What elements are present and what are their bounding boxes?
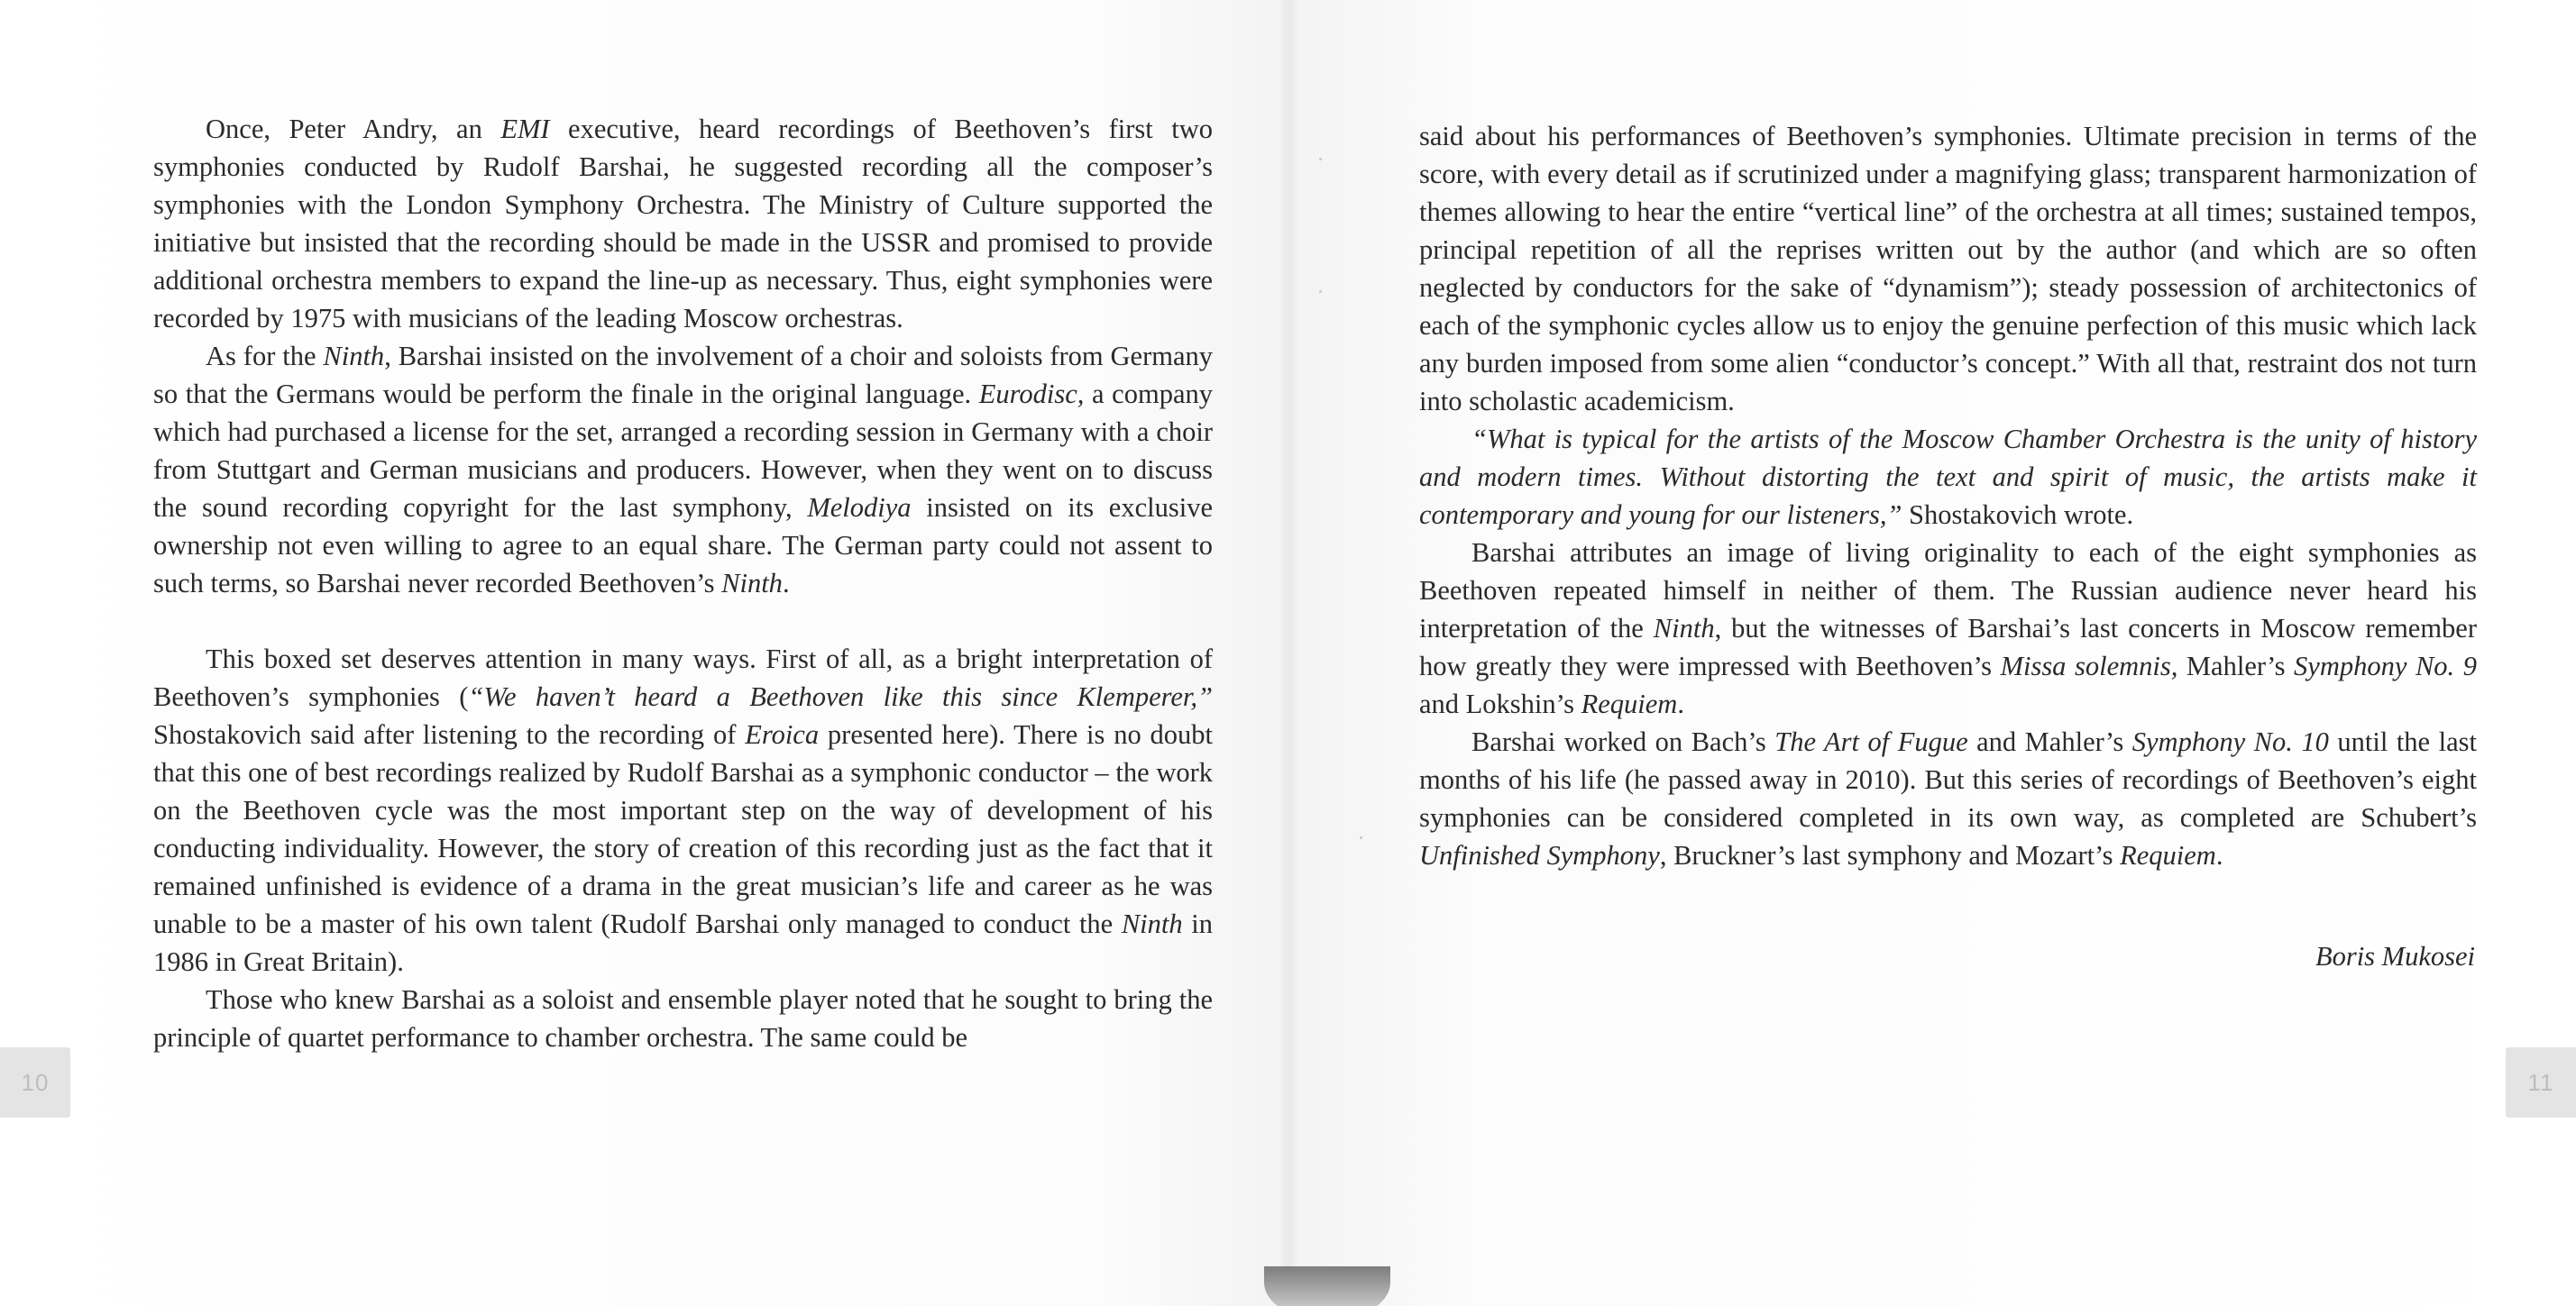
italic-run: Eroica — [745, 719, 820, 750]
right-paragraph: said about his performances of Beethoven’s symphonies. Ultimate precision in terms of the score, with every detail as if scrutinized under a magnifying glass; transparent harmonization of themes allowing to hear the entire “vertical line” of the orchestra at all times; sustained tempos, principal repetition of all the reprises written out by the author (and which are so often neglected by conductors for the sake of “dynamism”); steady possession of architectonics of each of the symphonic cycles allow us to enjoy the genuine perfection of this music which lack any burden imposed from some alien “conductor’s concept.” With all that, restraint dos not turn into scholastic academicism. — [1419, 121, 2477, 416]
italic-run: Requiem — [2120, 840, 2216, 871]
author-signature: Boris Mukosei — [2315, 941, 2475, 972]
right-quote-paragraph: “What is typical for the artists of the Moscow Chamber Orchestra is the unity of history and modern times. Without distorting the text and spirit of music, the artists make it contemporary and young for our listeners,” Shostakovich wrote. — [1419, 424, 2477, 530]
italic-run: Symphony No. 10 — [2131, 726, 2329, 757]
italic-run: “We haven’t heard a Beethoven like this since Klemperer,” — [468, 681, 1213, 712]
right-paragraph: Barshai attributes an image of living originality to each of the eight symphonies as Beethoven repeated himself in neither of them. The Russian audience never heard his interpretation of the Ninth, but the witnesses of Barshai’s last concerts in Moscow remember how greatly they were impressed with Beethoven’s Missa solemnis, Mahler’s Symphony No. 9 and Lokshin’s Requiem. — [1419, 537, 2477, 719]
book-gutter — [1279, 0, 1298, 1306]
page-number-right: 11 — [2506, 1047, 2576, 1118]
paper-speck — [1319, 158, 1322, 160]
italic-run: “What is typical for the artists of the Moscow Chamber Orchestra is the unity of history and modern times. Without distorting the text and spirit of music, the artists make it contemporary and young for our listeners,” — [1419, 424, 2477, 530]
italic-run: Missa solemnis, — [2000, 651, 2178, 681]
left-paragraph: As for the Ninth, Barshai insisted on the involvement of a choir and soloists from Germany so that the Germans would be perform the finale in the original language. Eurodisc, a company which had purchased a license for the set, arranged a recording session in Germany with a choir from Stuttgart and German musicians and producers. However, when they went on to discuss the sound recording copyright for the last symphony, Melodiya insisted on its exclusive ownership not even willing to agree to an equal share. The German party could not assent to such terms, so Barshai never recorded Beethoven’s Ninth. — [153, 341, 1213, 598]
italic-run: Ninth — [721, 568, 783, 598]
italic-run: Requiem — [1581, 689, 1678, 719]
italic-run: Melodiya — [807, 492, 912, 523]
italic-run: Unfinished Symphony — [1419, 840, 1660, 871]
left-paragraph: Those who knew Barshai as a soloist and ensemble player noted that he sought to bring the principle of quartet performance to chamber orchestra. The same could be — [153, 984, 1213, 1053]
left-paragraph: Once, Peter Andry, an EMI executive, heard recordings of Beethoven’s first two symphonies conducted by Rudolf Barshai, he suggested recording all the composer’s symphonies with the London Symphony Orchestra. The Ministry of Culture supported the initiative but insisted that the recording should be made in the USSR and promised to provide additional orchestra members to expand the line-up as necessary. Thus, eight symphonies were recorded by 1975 with musicians of the leading Moscow orchestras. — [153, 114, 1214, 333]
italic-run: Ninth — [1121, 909, 1183, 939]
italic-run: Ninth — [1653, 613, 1715, 644]
paper-speck — [1360, 836, 1362, 839]
right-paragraph: Barshai worked on Bach’s The Art of Fugue and Mahler’s Symphony No. 10 until the last months of his life (he passed away in 2010). But this series of recordings of Beethoven’s eight symphonies can be considered completed in its own way, as completed are Schubert’s Unfinished Symphony, Bruckner’s last symphony and Mozart’s Requiem. — [1419, 726, 2477, 871]
left-page-body — [153, 110, 1213, 1056]
right-page-body — [1419, 117, 2477, 874]
left-paragraph: This boxed set deserves attention in many ways. First of all, as a bright interpretation of Beethoven’s symphonies (“We haven’t heard a Beethoven like this since Klemperer,” Shostakovich said after listening to the recording of Eroica presented here). There is no doubt that this one of best recordings realized by Rudolf Barshai as a symphonic conductor – the work on the Beethoven cycle was the most important step on the way of development of his conducting individuality. However, the story of creation of this recording just as the fact that it remained unfinished is evidence of a drama in the great musician’s life and career as he was unable to be a master of his own talent (Rudolf Barshai only managed to conduct the Ninth in 1986 in Great Britain). — [153, 644, 1213, 977]
paper-speck — [1319, 290, 1322, 293]
page-number-left: 10 — [0, 1047, 70, 1118]
italic-run: EMI — [500, 114, 550, 144]
italic-run: Ninth — [323, 341, 385, 371]
italic-run: The Art of Fugue — [1774, 726, 1968, 757]
binder-clip — [1264, 1266, 1390, 1306]
italic-run: Symphony No. 9 — [2294, 651, 2477, 681]
italic-run: Eurodisc, — [978, 379, 1085, 409]
